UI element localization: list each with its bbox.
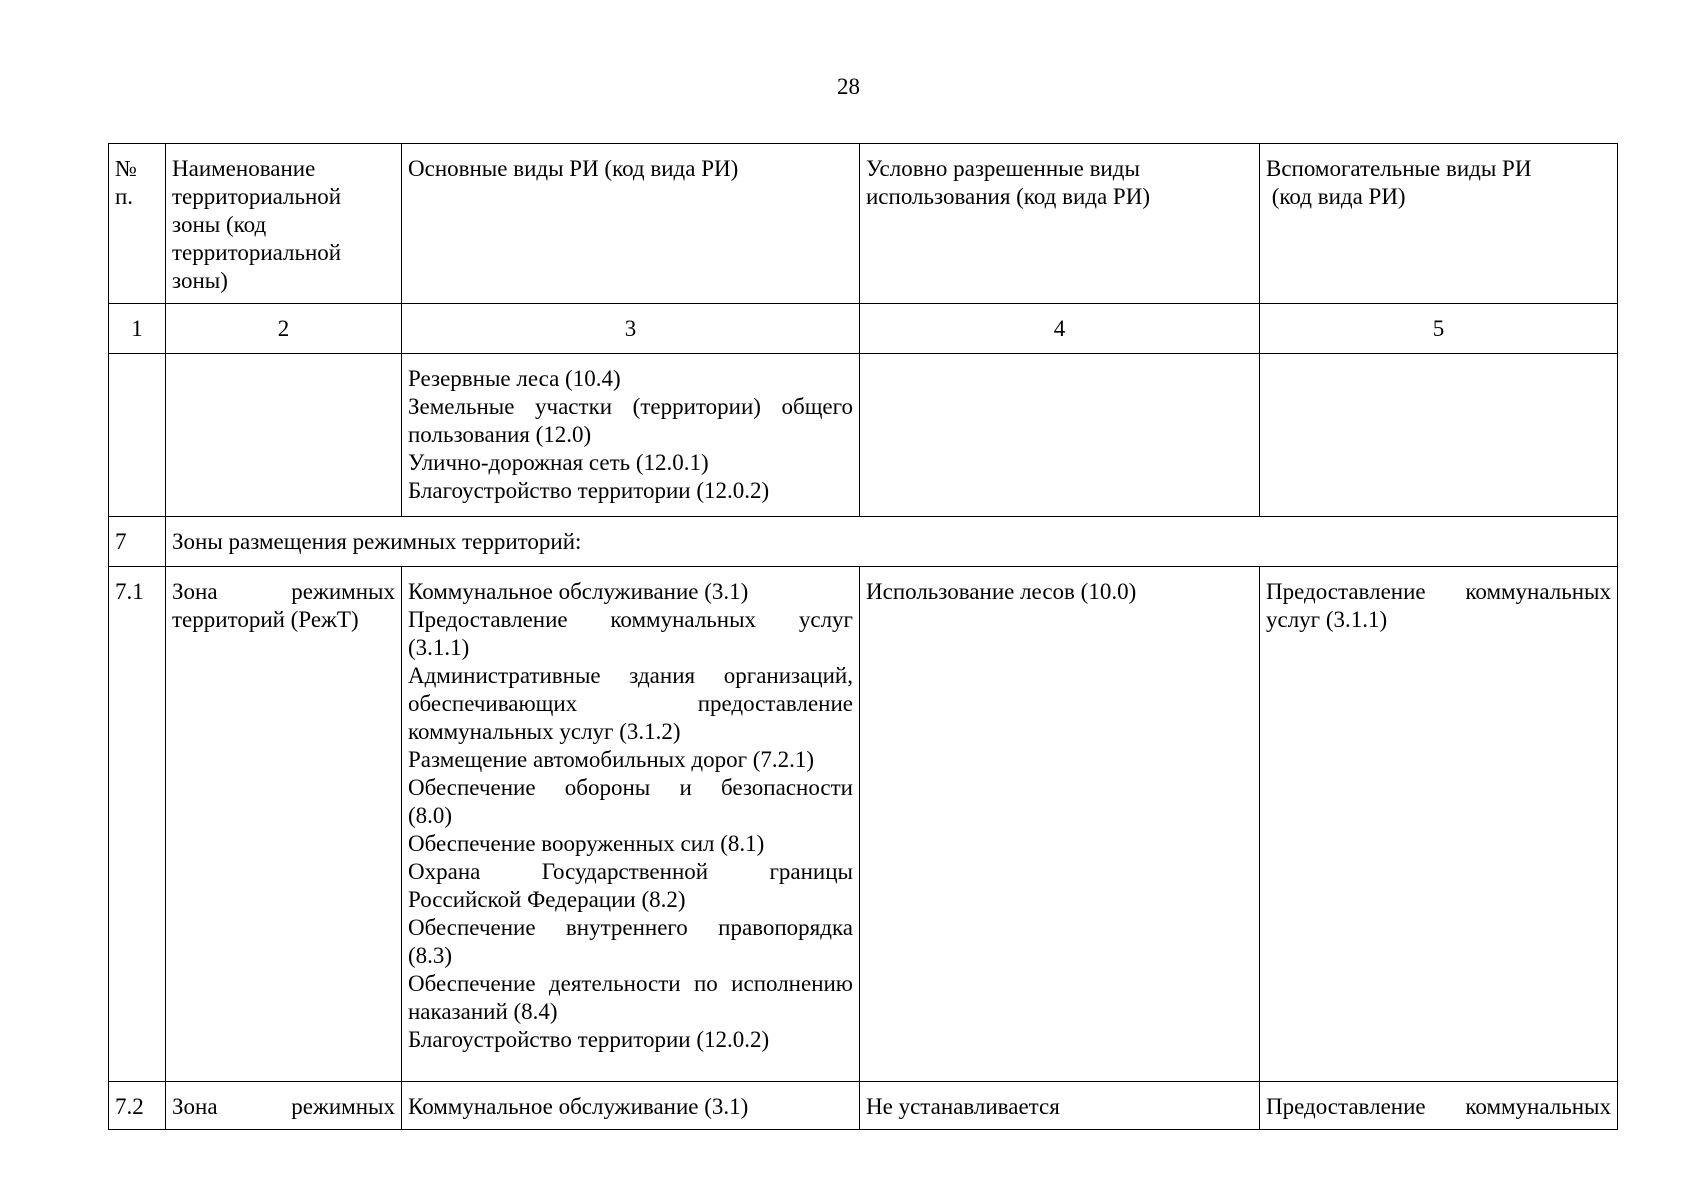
cell-text-line: Обеспечение обороны и безопасности [408, 775, 853, 800]
table-header-row [109, 144, 1618, 304]
row-number-cell [109, 354, 166, 517]
zone-name-cell [166, 567, 402, 1082]
column-number: 3 [402, 304, 860, 354]
cell-text-line: Земельные участки (территории) общего [408, 394, 853, 419]
cell-text-line: обеспечивающих предоставление [408, 691, 853, 716]
header-text-line: № [115, 156, 137, 181]
table-row-section-7 [109, 517, 1618, 567]
header-text-line: (код вида РИ) [1266, 184, 1406, 209]
cell-text-line: (3.1.1) [408, 635, 470, 660]
main-uses-cell [402, 354, 860, 517]
column-number: 2 [166, 304, 402, 354]
table-row-continuation [109, 354, 1618, 517]
cell-text-line: Обеспечение вооруженных сил (8.1) [408, 831, 765, 856]
table-row-7-1 [109, 567, 1618, 1082]
cell-text-line: (8.3) [408, 943, 453, 968]
cell-text-line: Предоставление коммунальных услуг [408, 607, 853, 632]
cell-text-line: услуг (3.1.1) [1266, 607, 1388, 632]
cell-text-line: Зона режимных [172, 579, 395, 604]
cell-text-line: Обеспечение внутреннего правопорядка [408, 915, 853, 940]
cell-text-line: Улично-дорожная сеть (12.0.1) [408, 450, 709, 475]
row-number-cell: 7.1 [109, 567, 166, 1082]
section-number: 7 [109, 517, 166, 567]
zone-name-cell [166, 1082, 402, 1130]
page-number: 28 [837, 74, 860, 99]
cell-text-line: Не устанавливается [866, 1094, 1060, 1119]
cell-text-line: Предоставление коммунальных [1266, 1094, 1611, 1119]
main-uses-cell [402, 567, 860, 1082]
main-uses-cell [402, 1082, 860, 1130]
cell-text-line: Предоставление коммунальных [1266, 579, 1611, 604]
header-text-line: Основные виды РИ (код вида РИ) [408, 156, 739, 181]
conditional-uses-cell [860, 354, 1260, 517]
header-main-uses [402, 144, 860, 304]
header-zone-name [166, 144, 402, 304]
header-number [109, 144, 166, 304]
cell-text-line: Охрана Государственной границы [408, 859, 853, 884]
cell-text-line: Административные здания организаций, [408, 663, 853, 688]
header-text-line: Наименование [172, 156, 316, 181]
header-text-line: территориальной [172, 184, 342, 209]
header-auxiliary-uses [1260, 144, 1618, 304]
column-numbers-row [109, 304, 1618, 354]
cell-text-line: Российской Федерации (8.2) [408, 887, 686, 912]
cell-text-line: наказаний (8.4) [408, 999, 558, 1024]
cell-text-line: пользования (12.0) [408, 422, 592, 447]
cell-text-line: Благоустройство территории (12.0.2) [408, 478, 770, 503]
row-number-cell: 7.2 [109, 1082, 166, 1130]
conditional-uses-cell [860, 1082, 1260, 1130]
cell-text-line: Размещение автомобильных дорог (7.2.1) [408, 747, 815, 772]
header-text-line: использования (код вида РИ) [866, 184, 1150, 209]
cell-text-line: коммунальных услуг (3.1.2) [408, 719, 681, 744]
header-text-line: зоны (код [172, 212, 267, 237]
section-title: Зоны размещения режимных территорий: [166, 517, 1618, 567]
cell-text-line: Резервные леса (10.4) [408, 366, 621, 391]
zoning-table [108, 143, 1618, 1130]
header-conditional-uses [860, 144, 1260, 304]
cell-text-line: территорий (РежТ) [172, 607, 359, 632]
cell-text-line: Зона режимных [172, 1094, 395, 1119]
conditional-uses-cell [860, 567, 1260, 1082]
cell-text-line: Коммунальное обслуживание (3.1) [408, 1094, 749, 1119]
header-text-line: территориальной [172, 240, 342, 265]
header-text-line: п. [115, 184, 134, 209]
header-text-line: Условно разрешенные виды [866, 156, 1140, 181]
header-text-line: зоны) [172, 268, 228, 293]
auxiliary-uses-cell [1260, 354, 1618, 517]
column-number: 5 [1260, 304, 1618, 354]
column-number: 1 [109, 304, 166, 354]
cell-text-line: (8.0) [408, 803, 453, 828]
header-text-line: Вспомогательные виды РИ [1266, 156, 1532, 181]
cell-text-line: Обеспечение деятельности по исполнению [408, 971, 853, 996]
auxiliary-uses-cell [1260, 567, 1618, 1082]
table-row-7-2 [109, 1082, 1618, 1130]
auxiliary-uses-cell [1260, 1082, 1618, 1130]
column-number: 4 [860, 304, 1260, 354]
cell-text-line: Коммунальное обслуживание (3.1) [408, 579, 749, 604]
cell-text-line: Использование лесов (10.0) [866, 579, 1137, 604]
cell-text-line: Благоустройство территории (12.0.2) [408, 1027, 770, 1052]
zone-name-cell [166, 354, 402, 517]
